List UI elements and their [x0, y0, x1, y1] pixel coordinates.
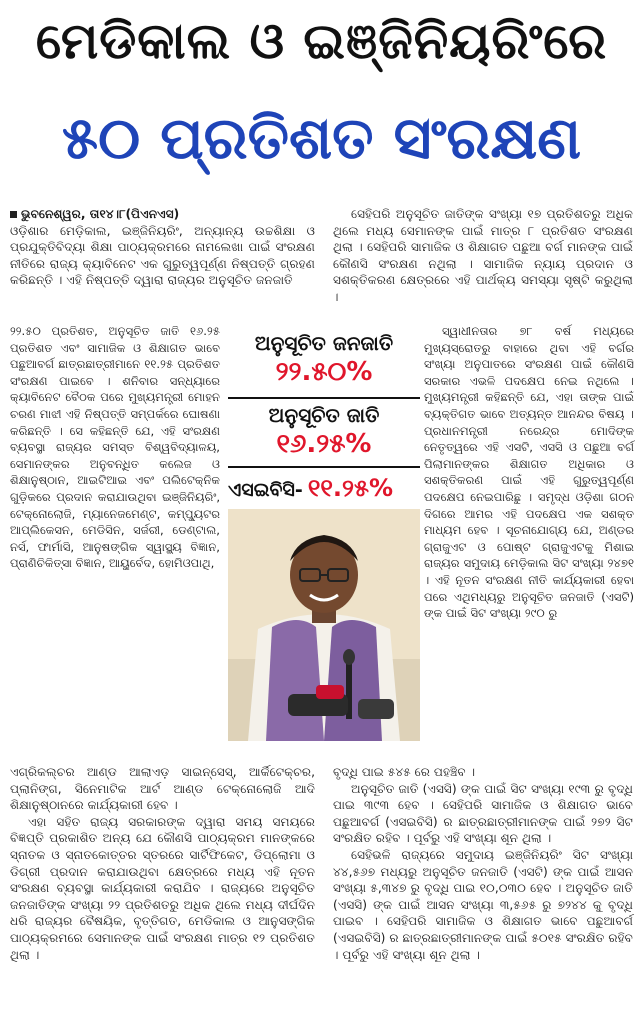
left-paragraph-2: ଏଗ୍ରିକଲ୍ଚର ଆଣ୍ଡ ଆଲାଏଡ଼ ସାଇନ୍ସେସ୍, ଆର୍କିଟେକ୍ଚର, ପ୍ଲାନିଙ୍ଗ, ସିନେମାଟିକ ଆର୍ଟ ଆଣ୍ଡ ଟେକ୍ନୋଲୋଜି ଆଦି ଶିକ୍ଷାନୁଷ୍ଠାନରେ କାର୍ଯ୍ୟକାରୀ ହେବ । — [10, 765, 315, 813]
stat-sebc — [228, 472, 420, 504]
headline-line-2: ୫୦ ପ୍ରତିଶତ ସଂରକ୍ଷଣ — [61, 104, 582, 172]
right-paragraph-3: ଅନୁସୂଚିତ ଜାତି (ଏସସି) ଙ୍କ ପାଇଁ ସିଟ ସଂଖ୍ୟା ୧୯୩ ରୁ ବୃଦ୍ଧି ପାଇ ୩୯୩ ହେବ । ସେହିପରି ସାମାଜିକ ଓ ଶିକ୍ଷାଗତ ଭାବେ ପଛୁଆବର୍ଗ (ଏସଇବିସି) ର ଛାତ୍ରଛାତ୍ରୀମାନଙ୍କ ପାଇଁ ୨୭୨ ସିଟ ସଂରକ୍ଷିତ ରହିବ । ପୂର୍ବରୁ ଏହି ସଂଖ୍ୟା ଶୂନ ଥିଲା । — [333, 781, 633, 846]
person-illustration — [228, 509, 420, 741]
stat-st-label: ଅନୁସୂଚିତ ଜନଜାତି — [254, 331, 394, 355]
stat-sc — [228, 402, 420, 460]
right-paragraph-4: ସେହିଭଳି ରାଜ୍ୟରେ ସମୁଦାୟ ଇଞ୍ଜିନିୟରିଂ ସିଟ ସଂଖ୍ୟା ୪୪,୫୬୭ ମଧ୍ୟରୁ ଅନୁସୂଚିତ ଜନଜାତି (ଏସଟି) ଙ୍କ ପାଇଁ ଆସନ ସଂଖ୍ୟା ୫,୩୪୭ ରୁ ବୃଦ୍ଧି ପାଇ ୧୦,୦୩୦ ହେବ । ଅନୁସୂଚିତ ଜାତି (ଏସସି) ଙ୍କ ପାଇଁ ଆସନ ସଂଖ୍ୟା ୩,୫୬୫ ରୁ ୭୨୪୪ କୁ ବୃଦ୍ଧି ପାଇବ । ସେହିପରି ସାମାଜିକ ଓ ଶିକ୍ଷାଗତ ଭାବେ ପଛୁଆବର୍ଗ (ଏସଇବିସି) ର ଛାତ୍ରଛାତ୍ରୀମାନଙ୍କ ପାଇଁ ୫୦୧୫ ସଂରକ୍ଷିତ ରହିବ । ପୂର୍ବରୁ ଏହି ସଂଖ୍ୟା ଶୂନ ଥିଲା । — [333, 847, 633, 962]
left-paragraph-narrow: ୨୨.୫୦ ପ୍ରତିଶତ, ଅନୁସୂଚିତ ଜାତି ୧୬.୨୫ ପ୍ରତିଶତ ଏବଂ ସାମାଜିକ ଓ ଶିକ୍ଷାଗତ ଭାବେ ପଛୁଆବର୍ଗ ଛାତ୍ରଛାତ୍ରୀମାନେ ୧୧.୨୫ ପ୍ରତିଶତ ସଂରକ୍ଷଣ ପାଇବେ । ଶନିବାର ସନ୍ଧ୍ୟାରେ କ୍ୟାବିନେଟ ବୈଠକ ପରେ ମୁଖ୍ୟମନ୍ତ୍ରୀ ମୋହନ ଚରଣ ମାଝୀ ଏହି ନିଷ୍ପତ୍ତି ସମ୍ପର୍କରେ ଘୋଷଣା କରିଛନ୍ତି । ସେ କହିଛନ୍ତି ଯେ, ଏହି ସଂରକ୍ଷଣ ବ୍ୟବସ୍ଥା ରାଜ୍ୟର ସମସ୍ତ ବିଶ୍ୱବିଦ୍ୟାଳୟ, ସେମାନଙ୍କର ଅନୁବନ୍ଧିତ କଲେଜ ଓ ଶିକ୍ଷାନୁଷ୍ଠାନ, ଆଇଟିଆଇ ଏବଂ ପଲିଟେକ୍ନିକ ଗୁଡ଼ିକରେ ପ୍ରଦାନ କରାଯାଉଥିବା ଇଞ୍ଜିନିୟରିଂ, ଟେକ୍ନୋଲୋଜି, ମ୍ୟାନେଜମେଣ୍ଟ, କମ୍ପ୍ୟୁଟର ଆପ୍ଲିକେସନ, ମେଡିସିନ, ସର୍ଜରୀ, ଡେଣ୍ଟାଲ, ନର୍ସ, ଫାର୍ମାସି, ଆନୁଷଙ୍ଗିକ ସ୍ୱାସ୍ଥ୍ୟ ବିଜ୍ଞାନ, ପ୍ରାଣିଚିକିତ୍ସା ବିଜ୍ଞାନ, ଆୟୁର୍ବେଦ, ହୋମିଓପାଥି, — [10, 324, 220, 571]
stat-divider-2 — [228, 466, 420, 468]
stat-sebc-label: ଏସଇବିସି- — [228, 479, 303, 501]
dateline — [10, 206, 315, 223]
right-paragraph-2: ବୃଦ୍ଧି ପାଇ ୫୪୫ ରେ ପହଞ୍ଚିବ । — [333, 765, 476, 779]
left-column-top — [10, 206, 315, 289]
dateline-text: ଭୁବନେଶ୍ୱର, ତା୧୪।୮(ପିଏନଏସ) — [21, 207, 180, 221]
left-paragraph-3: ଏହା ସହିତ ରାଜ୍ୟ ସରକାରଙ୍କ ଦ୍ୱାରା ସମୟ ସମୟରେ ବିଜ୍ଞପ୍ତି ପ୍ରକାଶିତ ଅନ୍ୟ ଯେ କୌଣସି ପାଠ୍ୟକ୍ରମ ମାନଙ୍କରେ ସ୍ନାତକ ଓ ସ୍ନାତକୋତ୍ତର ସ୍ତରରେ ସାର୍ଟିଫିକେଟ, ଡିପ୍ଲୋମା ଓ ଡିଗ୍ରୀ ପ୍ରଦାନ କରାଯାଉଥିବା କ୍ଷେତ୍ରରେ ମଧ୍ୟ ଏହି ନୂତନ ସଂରକ୍ଷଣ ବ୍ୟବସ୍ଥା କାର୍ଯ୍ୟକାରୀ କରାଯିବ । ରାଜ୍ୟରେ ଅନୁସୂଚିତ ଜନଜାତିଙ୍କ ସଂଖ୍ୟା ୨୨ ପ୍ରତିଶତରୁ ଅଧିକ ଥିଲେ ମଧ୍ୟ ଦୀର୍ଘଦିନ ଧରି ରାଜ୍ୟର ବୈଷୟିକ, ବୃତ୍ତିଗତ, ମେଡିକାଲ ଓ ଆନୁସଙ୍ଗିକ ପାଠ୍ୟକ୍ରମରେ ସେମାନଙ୍କ ପାଇଁ ସଂରକ୍ଷଣ ମାତ୍ର ୧୨ ପ୍ରତିଶତ ଥିଲା । — [10, 814, 315, 962]
stat-st — [228, 330, 420, 388]
chief-minister-photo — [228, 509, 420, 741]
headline-line-1: ମେଡିକାଲ ଓ ଇଞ୍ଜିନିୟରିଂରେ — [35, 12, 608, 70]
stat-st-value: ୨୨.୫୦% — [275, 357, 373, 387]
right-paragraph-1: ସେହିପରି ଅନୁସୂଚିତ ଜାତିଙ୍କ ସଂଖ୍ୟା ୧୭ ପ୍ରତିଶତରୁ ଅଧିକ ଥିଲେ ମଧ୍ୟ ସେମାନଙ୍କ ପାଇଁ ମାତ୍ର ୮ ପ୍ରତିଶତ ସଂରକ୍ଷଣ ଥିଲା । ସେହିପରି ସାମାଜିକ ଓ ଶିକ୍ଷାଗତ ପଛୁଆ ବର୍ଗ ମାନଙ୍କ ପାଇଁ କୌଣସି ସଂରକ୍ଷଣ ନଥିଲା । ସାମାଜିକ ନ୍ୟାୟ ପ୍ରଦାନ ଓ ସଶକ୍ତିକରଣ କ୍ଷେତ୍ରରେ ଏହି ପାର୍ଥକ୍ୟ ସମସ୍ୟା ସୃଷ୍ଟି କରୁଥିଲା । — [333, 207, 633, 304]
left-column-narrow — [10, 323, 220, 572]
bullet-square-icon — [10, 211, 17, 218]
right-column-narrow — [424, 323, 634, 622]
right-column-top — [333, 206, 633, 306]
left-paragraph-1: ଓଡ଼ିଶାର ମେଡ଼ିକାଲ, ଇଞ୍ଜିନିୟରିଂ, ଅନ୍ୟାନ୍ୟ ଉଚ୍ଚଶିକ୍ଷା ଓ ପ୍ରଯୁକ୍ତିବିଦ୍ୟା ଶିକ୍ଷା ପାଠ୍ୟକ୍ରମରେ ନାମଲେଖା ପାଇଁ ସଂରକ୍ଷଣ ନୀତିରେ ରାଜ୍ୟ କ୍ୟାବିନେଟ ଏକ ଗୁରୁତ୍ୱପୂର୍ଣ୍ଣ ନିଷ୍ପତ୍ତି ଗ୍ରହଣ କରିଛନ୍ତି । ଏହି ନିଷ୍ପତ୍ତି ଦ୍ୱାରା ରାଜ୍ୟର ଅନୁସୂଚିତ ଜନଜାତି — [10, 223, 315, 288]
left-column-bottom — [10, 764, 315, 963]
stat-divider-1 — [228, 397, 420, 399]
right-paragraph-narrow: ସ୍ୱାଧୀନତାର ୭୮ ବର୍ଷ ମଧ୍ୟରେ ମୁଖ୍ୟସ୍ରୋତରୁ ବାହାରେ ଥିବା ଏହି ବର୍ଗର ସଂଖ୍ୟା ଅନୁପାତରେ ସଂରକ୍ଷଣ ପାଇଁ କୌଣସି ସରକାର ଏଭଳି ପଦକ୍ଷେପ ନେଇ ନଥିଲେ । ମୁଖ୍ୟମନ୍ତ୍ରୀ କହିଛନ୍ତି ଯେ, ଏହା ତାଙ୍କ ପାଇଁ ବ୍ୟକ୍ତିଗତ ଭାବେ ଅତ୍ୟନ୍ତ ଆନନ୍ଦର ବିଷୟ । ପ୍ରଧାନମନ୍ତ୍ରୀ ନରେନ୍ଦ୍ର ମୋଦିଙ୍କ ନେତୃତ୍ୱରେ ଏହି ଏସଟି, ଏସସି ଓ ପଛୁଆ ବର୍ଗ ପିଲାମାନଙ୍କର ଶିକ୍ଷାଗତ ଅଧିକାର ଓ ସଶକ୍ତିକରଣ ପାଇଁ ଏହି ଗୁରୁତ୍ୱପୂର୍ଣ୍ଣ ପଦକ୍ଷେପ ନେଇପାରିଛୁ । ସମୃଦ୍ଧ ଓଡ଼ିଶା ଗଠନ ଦିଗରେ ଆମର ଏହି ପଦକ୍ଷେପ ଏକ ସଶକ୍ତ ମାଧ୍ୟମ ହେବ । ସୂଚନାଯୋଗ୍ୟ ଯେ, ଅଣ୍ଡର ଗ୍ରାଜୁଏଟ ଓ ପୋଷ୍ଟ ଗ୍ରାଜୁଏଟକୁ ମିଶାଇ ରାଜ୍ୟର ସମୁଦାୟ ମେଡ଼ିକାଲ ସିଟ ସଂଖ୍ୟା ୨୪୭୧ । ଏହି ନୂତନ ସଂରକ୍ଷଣ ନୀତି କାର୍ଯ୍ୟକାରୀ ହେବା ପରେ ଏଥିମଧ୍ୟରୁ ଅନୁସୂଚିତ ଜନଜାତି (ଏସଟି) ଙ୍କ ପାଇଁ ସିଟ ସଂଖ୍ୟା ୨୯୦ ରୁ — [424, 324, 634, 621]
right-column-bottom — [333, 764, 633, 963]
stat-sc-value: ୧୬.୨୫% — [276, 429, 372, 459]
stat-sc-label: ଅନୁସୂଚିତ ଜାତି — [268, 403, 380, 427]
stat-sebc-value: ୧୧.୨୫% — [307, 474, 393, 502]
